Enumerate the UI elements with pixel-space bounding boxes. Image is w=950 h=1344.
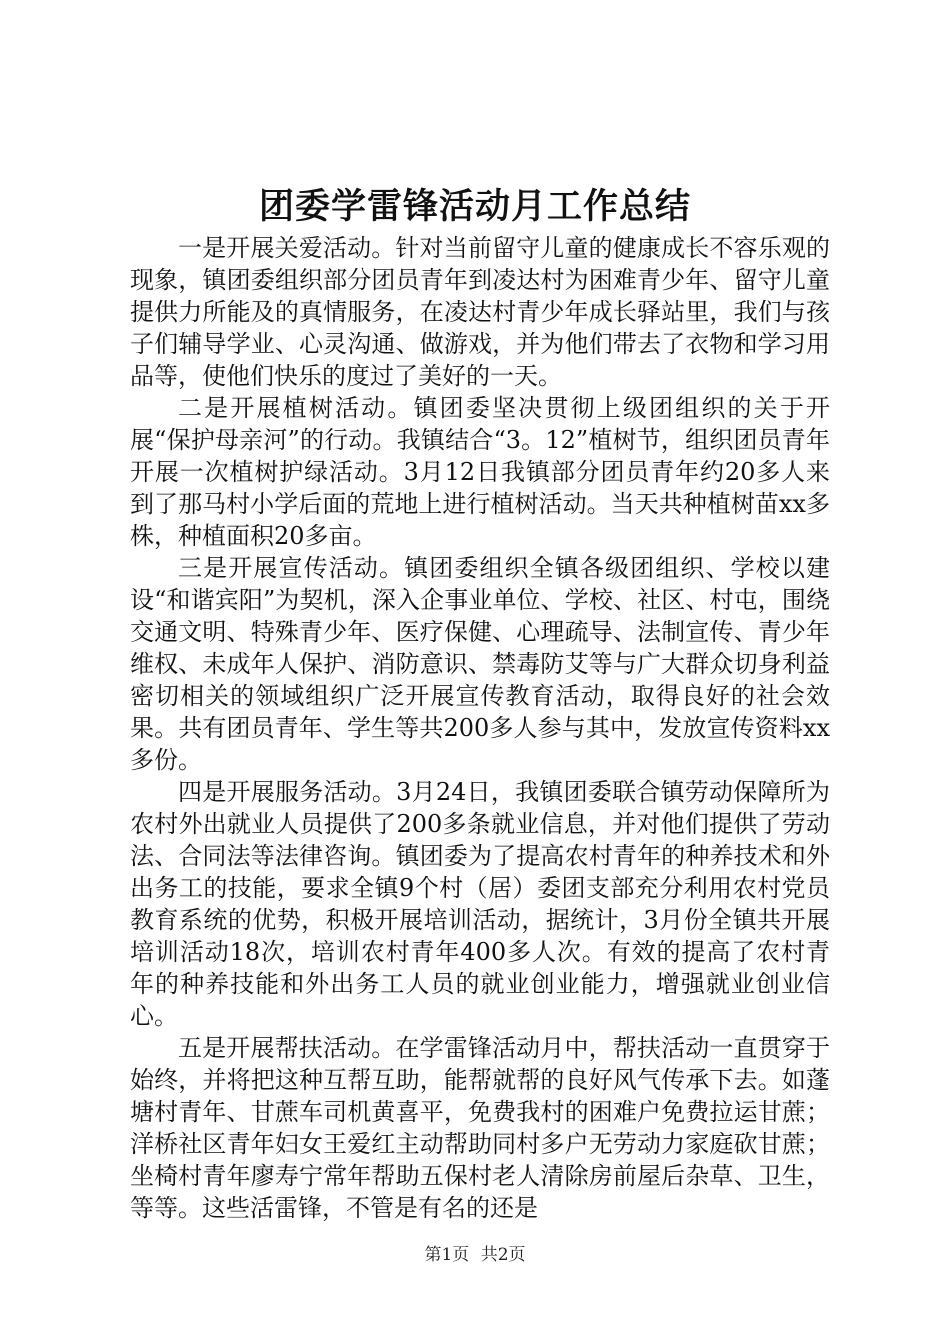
- paragraph-service: 四是开展服务活动。3月24日，我镇团委联合镇劳动保障所为农村外出就业人员提供了200多条就业信息，并对他们提供了劳动法、合同法等法律咨询。镇团委为了提高农村青年的种养技术和外出务工的技能，要求全镇9个村（居）委团支部充分利用农村党员教育系统的优势，积极开展培训活动，据统计，3月份全镇共开展培训活动18次，培训农村青年400多人次。有效的提高了农村青年的种养技能和外出务工人员的就业创业能力，增强就业创业信心。: [130, 778, 830, 1030]
- page-number-total: 共2页: [480, 1245, 526, 1265]
- document-title: 团委学雷锋活动月工作总结: [258, 186, 691, 227]
- paragraph-assistance: 五是开展帮扶活动。在学雷锋活动月中，帮扶活动一直贯穿于始终，并将把这种互帮互助，能帮就帮的良好风气传承下去。如蓬塘村青年、甘蔗车司机黄喜平，免费我村的困难户免费拉运甘蔗；洋桥社区青年妇女王爱红主动帮助同村多户无劳动力家庭砍甘蔗；坐椅村青年廖寿宁常年帮助五保村老人清除房前屋后杂草、卫生，等等。这些活雷锋，不管是有名的还是: [130, 1034, 830, 1222]
- page-number-current: 第1页: [424, 1245, 470, 1265]
- paragraph-care-activity: 一是开展关爱活动。针对当前留守儿童的健康成长不容乐观的现象，镇团委组织部分团员青年到凌达村为困难青少年、留守儿童提供力所能及的真情服务，在凌达村青少年成长驿站里，我们与孩子们辅导学业、心灵沟通、做游戏，并为他们带去了衣物和学习用品等，使他们快乐的度过了美好的一天。: [130, 234, 830, 390]
- paragraph-publicity: 三是开展宣传活动。镇团委组织全镇各级团组织、学校以建设“和谐宾阳”为契机，深入企事业单位、学校、社区、村屯，围绕交通文明、特殊青少年、医疗保健、心理疏导、法制宣传、青少年维权、未成年人保护、消防意识、禁毒防艾等与广大群众切身利益密切相关的领域组织广泛开展宣传教育活动，取得良好的社会效果。共有团员青年、学生等共200多人参与其中，发放宣传资料xx多份。: [130, 554, 830, 774]
- document-body: [130, 232, 830, 1224]
- paragraph-tree-planting: 二是开展植树活动。镇团委坚决贯彻上级团组织的关于开展“保护母亲河”的行动。我镇结合“3。12”植树节，组织团员青年开展一次植树护绿活动。3月12日我镇部分团员青年约20多人来到了那马村小学后面的荒地上进行植树活动。当天共种植树苗xx多株，种植面积20多亩。: [130, 394, 830, 550]
- page-footer: [0, 1243, 950, 1267]
